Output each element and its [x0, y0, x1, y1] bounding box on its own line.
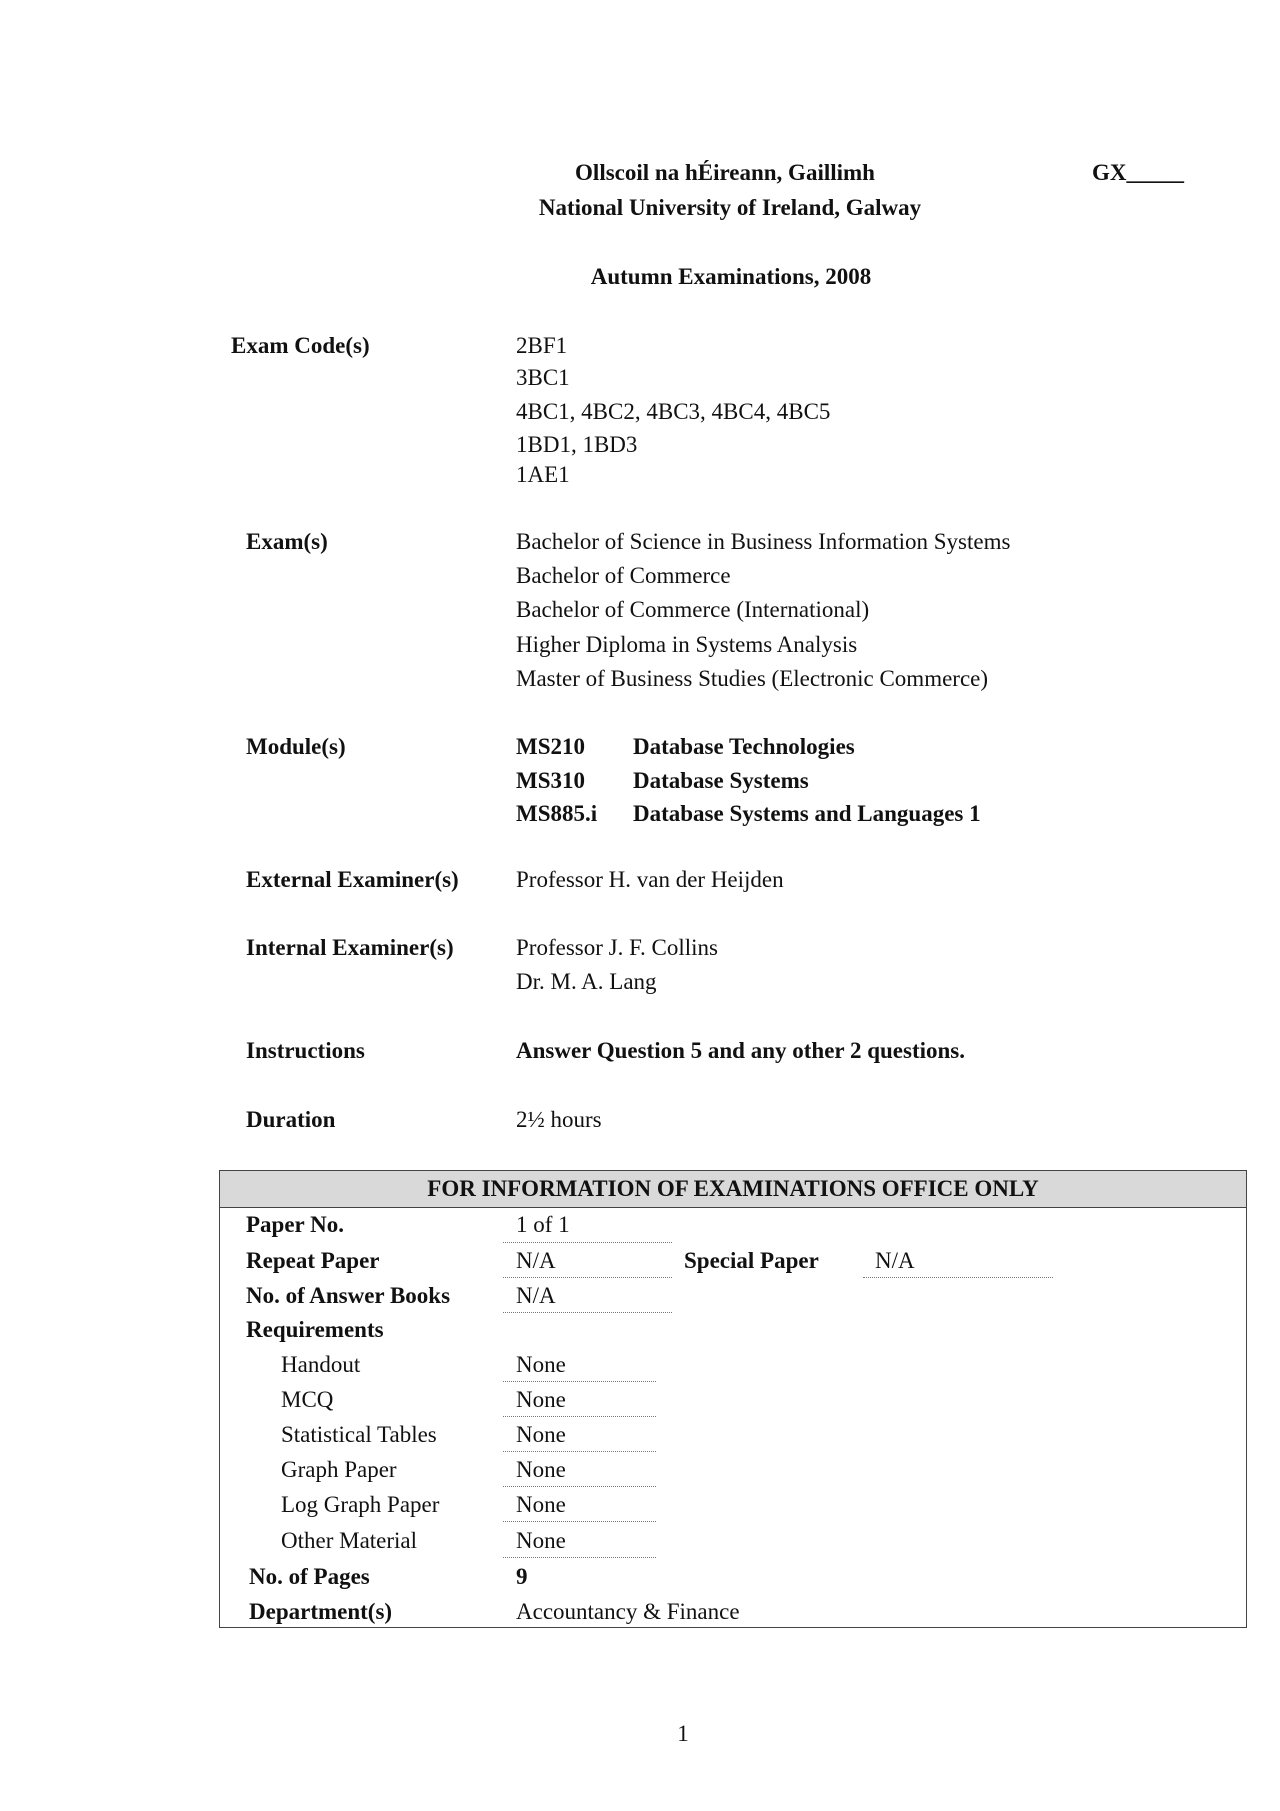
duration-value: 2½ hours — [516, 1107, 602, 1132]
external-examiner-label: External Examiner(s) — [246, 867, 459, 892]
underline — [503, 1312, 672, 1313]
requirement-value: None — [516, 1528, 566, 1553]
requirement-value: None — [516, 1422, 566, 1447]
external-examiner: Professor H. van der Heijden — [516, 867, 784, 892]
exam-code: 1BD1, 1BD3 — [516, 432, 638, 457]
requirement-value: None — [516, 1457, 566, 1482]
requirement-label: Log Graph Paper — [281, 1492, 440, 1517]
special-paper-value: N/A — [875, 1248, 915, 1273]
paper-no-label: Paper No. — [246, 1212, 344, 1237]
exam-codes-label: Exam Code(s) — [231, 333, 370, 358]
special-paper-label: Special Paper — [684, 1248, 819, 1273]
module-code: MS310 — [516, 768, 585, 793]
exam-name: Bachelor of Science in Business Information Systems — [516, 529, 1011, 554]
office-box-header — [220, 1171, 1246, 1208]
exam-session: Autumn Examinations, 2008 — [590, 264, 872, 289]
pages-value: 9 — [516, 1564, 528, 1589]
requirement-label: Handout — [281, 1352, 361, 1377]
internal-examiner-label: Internal Examiner(s) — [246, 935, 454, 960]
underline — [503, 1521, 656, 1522]
exam-name: Bachelor of Commerce — [516, 563, 731, 588]
university-english-name: National University of Ireland, Galway — [538, 195, 922, 220]
duration-label: Duration — [246, 1107, 336, 1132]
exam-code: 4BC1, 4BC2, 4BC3, 4BC4, 4BC5 — [516, 399, 831, 424]
instructions-text: Answer Question 5 and any other 2 questions. — [516, 1038, 966, 1063]
university-irish-name: Ollscoil na hÉireann, Gaillimh — [575, 160, 875, 185]
underline — [503, 1451, 656, 1452]
answer-books-label: No. of Answer Books — [246, 1283, 451, 1308]
answer-books-value: N/A — [516, 1283, 556, 1308]
requirement-value: None — [516, 1492, 566, 1517]
department-value: Accountancy & Finance — [516, 1599, 740, 1624]
requirement-value: None — [516, 1387, 566, 1412]
underline — [503, 1242, 672, 1243]
pages-label: No. of Pages — [249, 1564, 370, 1589]
module-name: Database Systems and Languages 1 — [633, 801, 981, 826]
modules-label: Module(s) — [246, 734, 346, 759]
requirements-label: Requirements — [246, 1317, 384, 1342]
department-label: Department(s) — [249, 1599, 393, 1624]
underline — [503, 1486, 656, 1487]
repeat-paper-value: N/A — [516, 1248, 556, 1273]
requirement-label: Other Material — [281, 1528, 418, 1553]
underline — [503, 1416, 656, 1417]
underline — [863, 1277, 1053, 1278]
page-number: 1 — [677, 1721, 689, 1746]
underline — [503, 1277, 672, 1278]
requirement-label: MCQ — [281, 1387, 334, 1412]
module-name: Database Technologies — [633, 734, 855, 759]
requirement-label: Statistical Tables — [281, 1422, 437, 1447]
internal-examiner: Dr. M. A. Lang — [516, 969, 657, 994]
repeat-paper-label: Repeat Paper — [246, 1248, 380, 1273]
exam-code: 3BC1 — [516, 365, 570, 390]
examinations-office-box — [219, 1170, 1247, 1628]
module-code: MS210 — [516, 734, 585, 759]
underline — [503, 1557, 656, 1558]
internal-examiner: Professor J. F. Collins — [516, 935, 718, 960]
gx-code: GX_____ — [1092, 160, 1184, 185]
requirement-value: None — [516, 1352, 566, 1377]
requirement-label: Graph Paper — [281, 1457, 397, 1482]
exam-name: Master of Business Studies (Electronic Commerce) — [516, 666, 989, 691]
exams-label: Exam(s) — [246, 529, 328, 554]
exam-name: Bachelor of Commerce (International) — [516, 597, 870, 622]
exam-code: 1AE1 — [516, 462, 570, 487]
module-code: MS885.i — [516, 801, 598, 826]
module-name: Database Systems — [633, 768, 809, 793]
exam-name: Higher Diploma in Systems Analysis — [516, 632, 858, 657]
underline — [503, 1381, 656, 1382]
office-box-title: FOR INFORMATION OF EXAMINATIONS OFFICE ONLY — [427, 1176, 1039, 1201]
exam-code: 2BF1 — [516, 333, 568, 358]
instructions-label: Instructions — [246, 1038, 365, 1063]
paper-no-value: 1 of 1 — [516, 1212, 570, 1237]
